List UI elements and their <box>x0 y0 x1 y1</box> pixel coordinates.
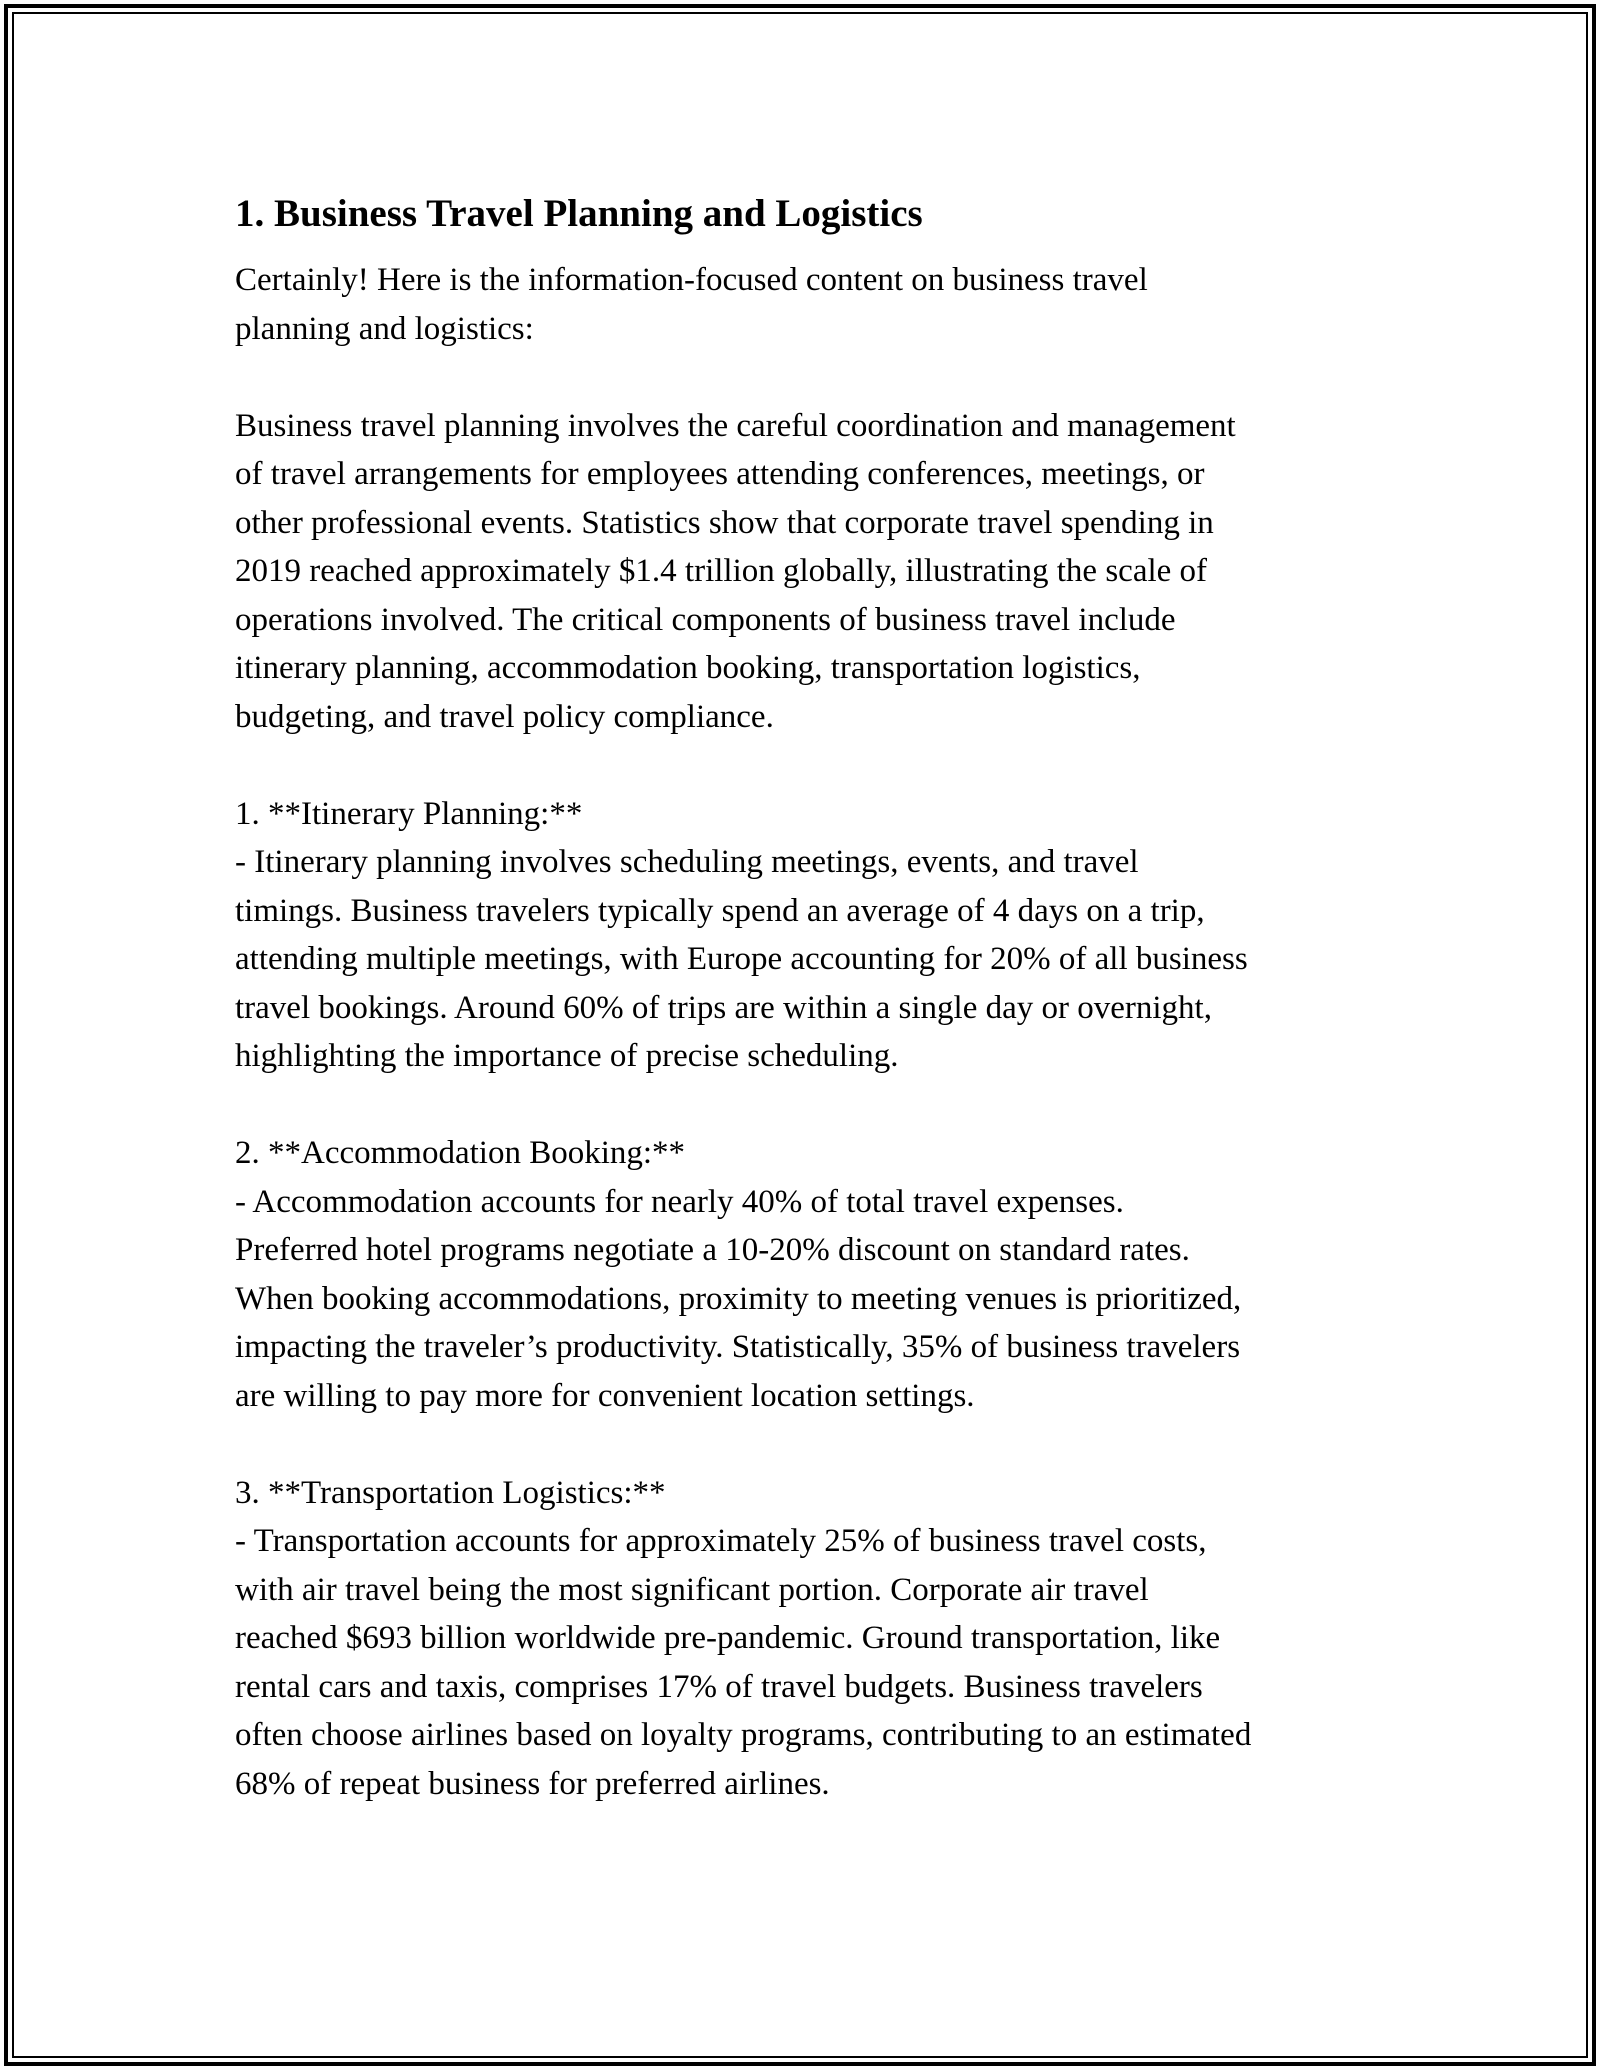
spacer <box>235 741 1385 790</box>
spacer <box>235 353 1385 402</box>
spacer <box>235 242 1385 256</box>
spacer <box>235 1081 1385 1130</box>
section-body: - Accommodation accounts for nearly 40% of total travel expenses. Preferred hotel programs negotiate a 10-20% discount on standard rates. When booking accommodations, proximity to meeting venues is prioritized, impacting the traveler’s productivity. Statistically, 35% of business travelers are willing to pay more for convenient location settings. <box>235 1183 1242 1414</box>
section-transportation-logistics <box>235 1469 1385 1809</box>
intro-paragraph: Certainly! Here is the information-focused content on business travel planning and logistics: <box>235 262 1148 347</box>
section-itinerary-planning <box>235 790 1385 1081</box>
section-body: - Transportation accounts for approximately 25% of business travel costs, with air travel being the most significant portion. Corporate air travel reached $693 billion worldwide pre-pandemic. Ground transportation, like rental cars and taxis, comprises 17% of travel budgets. Business travelers often choose airlines based on loyalty programs, contributing to an estimated 68% of repeat business for preferred airlines. <box>235 1523 1252 1802</box>
spacer <box>235 1420 1385 1469</box>
section-accommodation-booking <box>235 1129 1385 1420</box>
overview-paragraph: Business travel planning involves the careful coordination and management of travel arrangements for employees attending conferences, meetings, or other professional events. Statistics show that corporate travel spending in 2019 reached approximately $1.4 trillion globally, illustrating the scale of operations involved. The critical components of business travel include itinerary planning, accommodation booking, transportation logistics, budgeting, and travel policy compliance. <box>235 407 1236 735</box>
section-heading: 1. **Itinerary Planning:** <box>235 795 583 832</box>
section-heading: 3. **Transportation Logistics:** <box>235 1474 666 1511</box>
document-title: 1. Business Travel Planning and Logistics <box>235 192 923 235</box>
document-body <box>235 186 1385 1808</box>
section-heading: 2. **Accommodation Booking:** <box>235 1135 686 1171</box>
section-body: - Itinerary planning involves scheduling meetings, events, and travel timings. Business travelers typically spend an average of 4 days on a trip, attending multiple meetings, with Europe accounting for 20% of all business travel bookings. Around 60% of trips are within a single day or overnight, highlighting the importance of precise scheduling. <box>235 844 1248 1074</box>
